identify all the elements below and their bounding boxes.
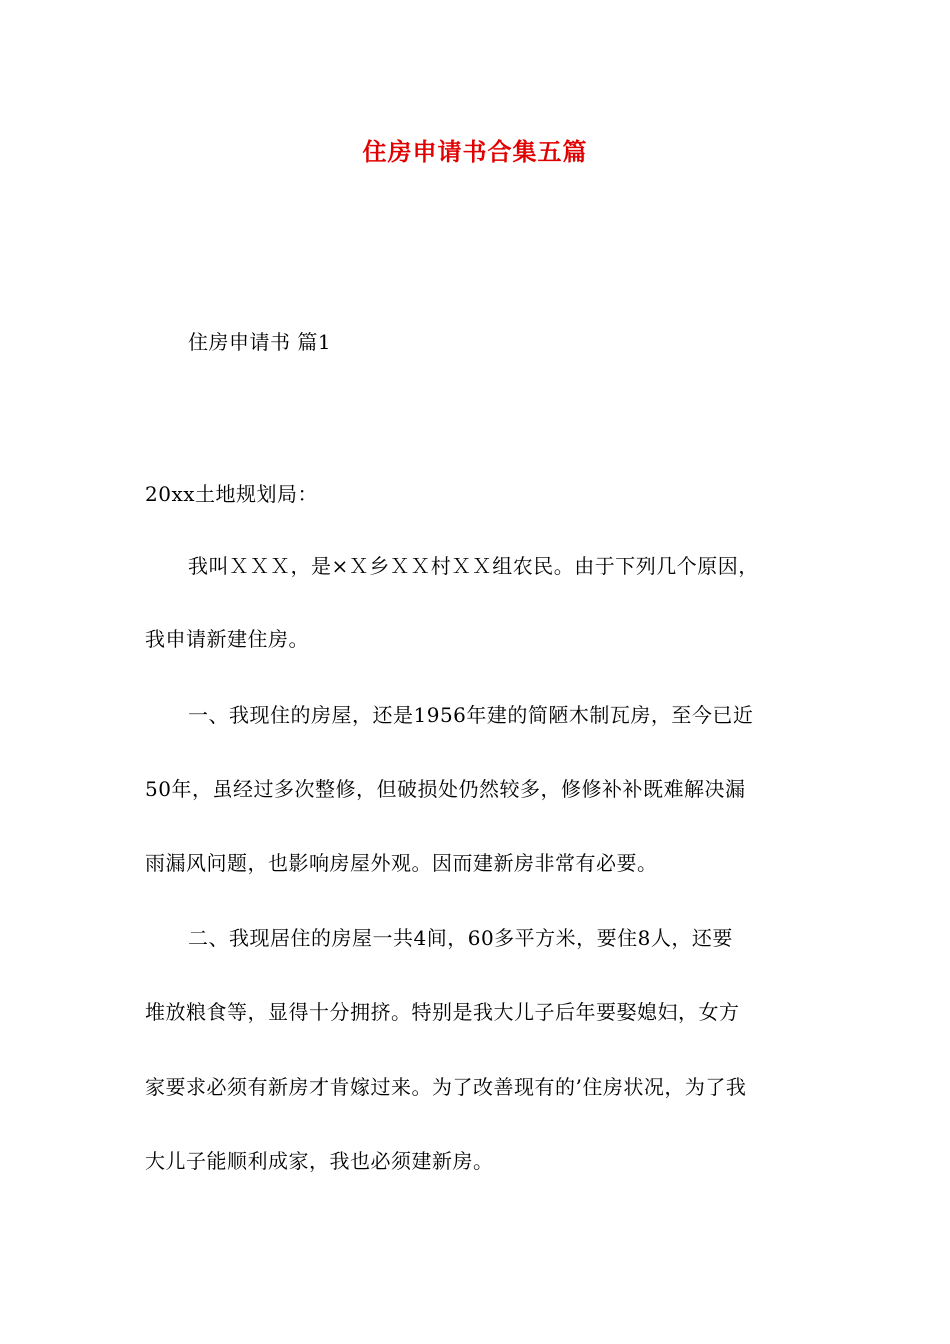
paragraph-line: 堆放粮食等，显得十分拥挤。特别是我大儿子后年要娶媳妇，女方 xyxy=(145,1000,740,1024)
paragraph-line: 大儿子能顺利成家，我也必须建新房。 xyxy=(145,1149,494,1173)
paragraph-line: 家要求必须有新房才肯嫁过来。为了改善现有的’住房状况，为了我 xyxy=(145,1075,747,1099)
paragraph-line: 一、我现住的房屋，还是1956年建的简陋木制瓦房，至今已近 xyxy=(188,703,754,727)
paragraph-line: 雨漏风问题，也影响房屋外观。因而建新房非常有必要。 xyxy=(145,851,658,875)
salutation: 20xx土地规划局： xyxy=(145,482,319,506)
document-title: 住房申请书合集五篇 xyxy=(362,137,588,166)
paragraph-line: 我叫ＸＸＸ，是×Ｘ乡ＸＸ村ＸＸ组农民。由于下列几个原因， xyxy=(188,554,759,578)
section-heading: 住房申请书 篇1 xyxy=(188,330,332,354)
paragraph-line: 我申请新建住房。 xyxy=(145,627,309,651)
paragraph-line: 50年，虽经过多次整修，但破损处仍然较多，修修补补既难解决漏 xyxy=(145,777,746,801)
paragraph-line: 二、我现居住的房屋一共4间，60多平方米，要住8人，还要 xyxy=(188,926,733,950)
